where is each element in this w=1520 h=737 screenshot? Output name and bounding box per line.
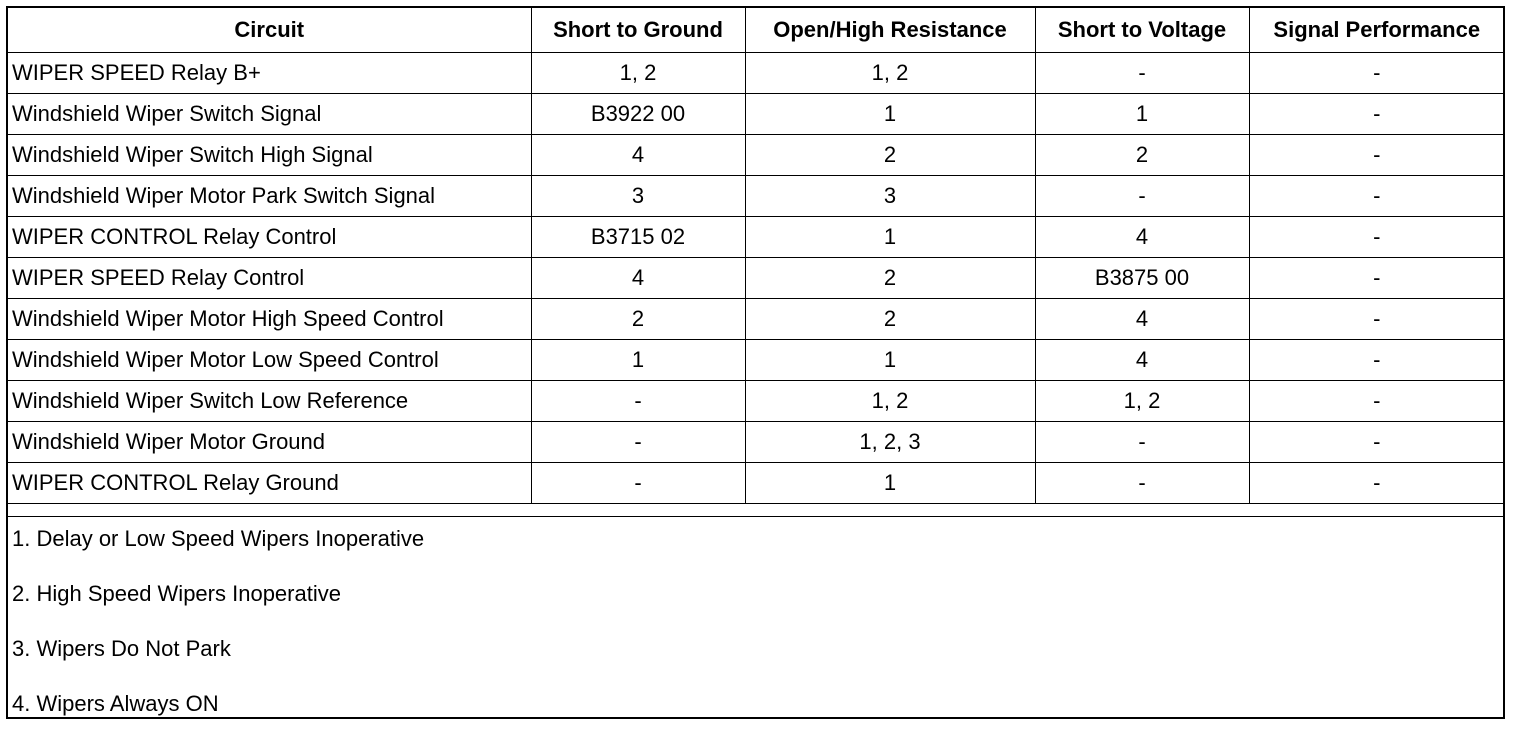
symptom-cell: B3922 00	[531, 93, 745, 134]
diagnostic-table-frame	[6, 6, 1505, 719]
header-circuit: Circuit	[8, 8, 531, 52]
symptom-cell: 1	[745, 216, 1035, 257]
symptom-cell: -	[1249, 216, 1504, 257]
circuit-name-cell: Windshield Wiper Motor Ground	[8, 421, 531, 462]
symptom-cell: -	[1035, 462, 1249, 503]
table-row	[8, 339, 1504, 380]
symptom-cell: B3875 00	[1035, 257, 1249, 298]
symptom-cell: -	[1249, 339, 1504, 380]
symptom-cell: -	[1249, 257, 1504, 298]
table-row	[8, 134, 1504, 175]
symptom-cell: 2	[745, 257, 1035, 298]
symptom-cell: 2	[745, 134, 1035, 175]
circuit-name-cell: WIPER CONTROL Relay Ground	[8, 462, 531, 503]
symptom-notes	[8, 516, 1504, 737]
symptom-cell: 4	[1035, 298, 1249, 339]
symptom-cell: 2	[1035, 134, 1249, 175]
symptom-cell: -	[1035, 175, 1249, 216]
circuit-name-cell: Windshield Wiper Switch High Signal	[8, 134, 531, 175]
symptom-cell: -	[531, 462, 745, 503]
symptom-cell: 1	[745, 93, 1035, 134]
symptom-cell: 1, 2, 3	[745, 421, 1035, 462]
symptom-cell: -	[1249, 380, 1504, 421]
circuit-name-cell: WIPER CONTROL Relay Control	[8, 216, 531, 257]
symptom-cell: 3	[745, 175, 1035, 216]
table-row	[8, 216, 1504, 257]
header-short-to-ground: Short to Ground	[531, 8, 745, 52]
symptom-cell: 4	[1035, 216, 1249, 257]
symptom-cell: -	[1249, 93, 1504, 134]
circuit-name-cell: Windshield Wiper Motor Low Speed Control	[8, 339, 531, 380]
circuit-name-cell: Windshield Wiper Motor Park Switch Signal	[8, 175, 531, 216]
symptom-note: 3. Wipers Do Not Park	[12, 636, 231, 661]
symptom-cell: -	[1035, 421, 1249, 462]
table-row	[8, 93, 1504, 134]
symptom-cell: 1	[1035, 93, 1249, 134]
symptom-cell: -	[531, 380, 745, 421]
table-row	[8, 52, 1504, 93]
circuit-name-cell: WIPER SPEED Relay Control	[8, 257, 531, 298]
symptom-cell: -	[1249, 52, 1504, 93]
symptom-cell: -	[1249, 298, 1504, 339]
symptom-cell: 1, 2	[745, 52, 1035, 93]
symptom-note: 4. Wipers Always ON	[12, 691, 219, 716]
header-open-high-resistance: Open/High Resistance	[745, 8, 1035, 52]
circuit-name-cell: WIPER SPEED Relay B+	[8, 52, 531, 93]
circuit-name-cell: Windshield Wiper Switch Signal	[8, 93, 531, 134]
symptom-cell: 4	[531, 257, 745, 298]
symptom-cell: 4	[1035, 339, 1249, 380]
table-row	[8, 298, 1504, 339]
table-row	[8, 175, 1504, 216]
table-row	[8, 462, 1504, 503]
symptom-cell: 3	[531, 175, 745, 216]
symptom-cell: B3715 02	[531, 216, 745, 257]
table-row	[8, 257, 1504, 298]
symptom-cell: -	[1249, 462, 1504, 503]
circuit-diagnostic-table	[8, 8, 1504, 504]
circuit-name-cell: Windshield Wiper Motor High Speed Control	[8, 298, 531, 339]
circuit-name-cell: Windshield Wiper Switch Low Reference	[8, 380, 531, 421]
header-short-to-voltage: Short to Voltage	[1035, 8, 1249, 52]
symptom-cell: 1	[531, 339, 745, 380]
symptom-cell: 1	[745, 462, 1035, 503]
symptom-cell: -	[1035, 52, 1249, 93]
symptom-cell: 1, 2	[1035, 380, 1249, 421]
symptom-cell: -	[1249, 134, 1504, 175]
symptom-cell: 2	[745, 298, 1035, 339]
symptom-cell: 1	[745, 339, 1035, 380]
header-signal-performance: Signal Performance	[1249, 8, 1504, 52]
symptom-cell: -	[1249, 421, 1504, 462]
table-row	[8, 421, 1504, 462]
symptom-note: 1. Delay or Low Speed Wipers Inoperative	[12, 526, 425, 551]
table-header-row	[8, 8, 1504, 52]
table-row	[8, 380, 1504, 421]
symptom-cell: -	[531, 421, 745, 462]
symptom-cell: 2	[531, 298, 745, 339]
symptom-cell: 1, 2	[745, 380, 1035, 421]
symptom-cell: -	[1249, 175, 1504, 216]
symptom-note: 2. High Speed Wipers Inoperative	[12, 581, 341, 606]
symptom-cell: 4	[531, 134, 745, 175]
symptom-cell: 1, 2	[531, 52, 745, 93]
